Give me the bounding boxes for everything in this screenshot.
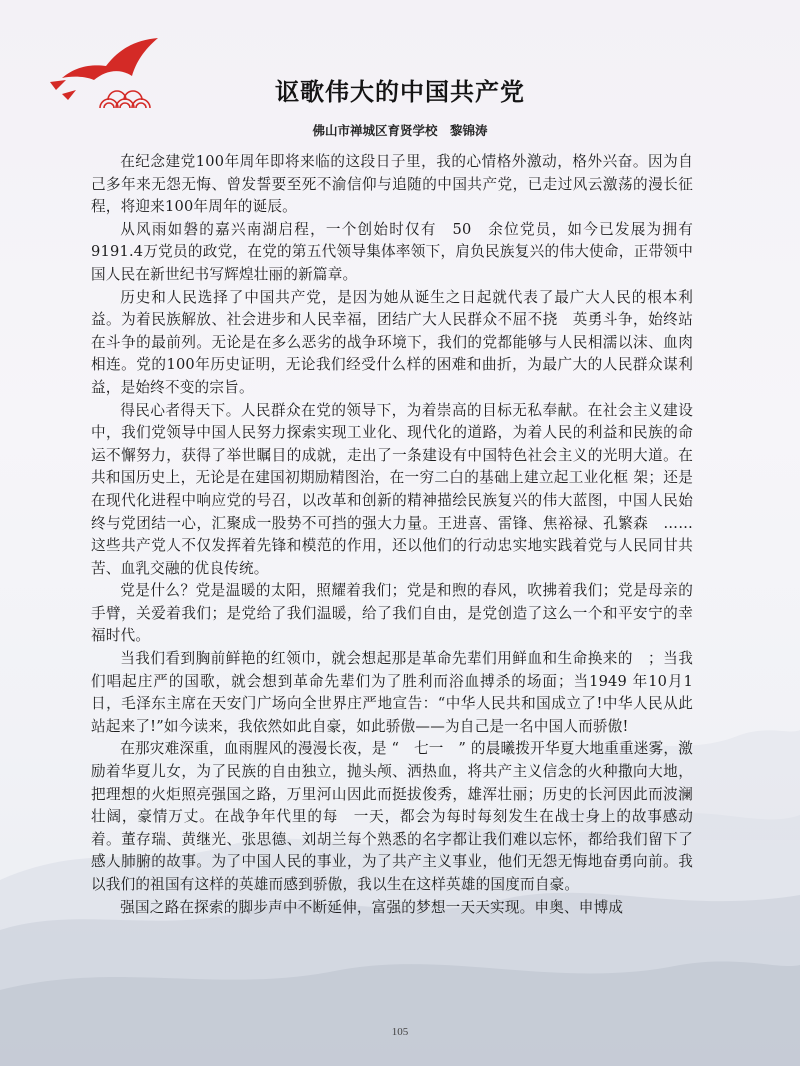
- article-title: 讴歌伟大的中国共产党: [275, 78, 525, 106]
- paragraph-8: 强国之路在探索的脚步声中不断延伸，富强的梦想一天天实现。申奥、申博成: [120, 898, 624, 916]
- paragraph-6: 当我们看到胸前鲜艳的红领巾，就会想起那是革命先辈们用鲜血和生命换来的 ；当我们唱起庄严的国歌，就会想到革命先辈们为了胜利而浴血搏杀的场面；当1949 年10月1日，毛泽东主席在天安门广场向全世界庄严地宣告：“中华人民共和国成立了!中华人民从此站起来了!”如今读来，我依然如此自豪，如此骄傲——为自己是一名中国人而骄傲!: [91, 650, 693, 735]
- page-number: 105: [391, 1026, 409, 1038]
- paragraph-4: 得民心者得天下。人民群众在党的领导下，为着崇高的目标无私奉献。在社会主义建设中，我们党领导中国人民努力探索实现工业化、现代化的道路，为着人民的利益和民族的命运不懈努力，获得了举世瞩目的成就，走出了一条建设有中国特色社会主义的光明大道。在共和国历史上，无论是在建国初期励精图治，在一穷二白的基础上建立起工业化框 架；还是在现代化进程中响应党的号召，以改革和创新的精神描绘民族复兴的伟大蓝图，中国人民始终与党团结一心，汇聚成一股势不可挡的强大力量。王进喜、雷锋、焦裕禄、孔繁森 …… 这些共产党人不仅发挥着先锋和模范的作用，还以他们的行动忠实地实践着党与人民同甘共苦、血乳交融的优良传统。: [91, 401, 708, 577]
- paragraph-2: 从风雨如磐的嘉兴南湖启程，一个创始时仅有 50 余位党员，如今已发展为拥有9191.4万党员的政党，在党的第五代领导集体率领下，肩负民族复兴的伟大使命，正带领中国人民在新世纪书写辉煌壮丽的新篇章。: [91, 220, 693, 283]
- article-byline: 佛山市禅城区育贤学校 黎锦涛: [312, 123, 488, 138]
- paragraph-7: 在那灾难深重，血雨腥风的漫漫长夜，是 “ 七一 ” 的晨曦拨开华夏大地重重迷雾，激励着华夏儿女，为了民族的自由独立，抛头颅、洒热血，将共产主义信念的火种撒向大地，把理想的火炬照亮强国之路，万里河山因此而挺拔俊秀，雄浑壮丽；历史的长河因此而波澜壮阔，豪情万丈。在战争年代里的每 一天，都会为每时每刻发生在战士身上的故事感动着。董存瑞、黄继光、张思德、刘胡兰每个熟悉的名字都让我们难以忘怀，都给我们留下了感人肺腑的故事。为了中国人民的事业，为了共产主义事业，他们无怨无悔地奋勇向前。我以我们的祖国有这样的英雄而感到骄傲，我以生在这样英雄的国度而自豪。: [91, 740, 693, 893]
- paragraph-3: 历史和人民选择了中国共产党，是因为她从诞生之日起就代表了最广大人民的根本利益。为着民族解放、社会进步和人民幸福，团结广大人民群众不屈不挠 英勇斗争，始终站在斗争的最前列。无论是在多么恶劣的战争环境下，我们的党都能够与人民相濡以沫、血肉相连。党的100年历史证明，无论我们经受什么样的困难和曲折，为最广大的人民群众谋利益，是始终不变的宗旨。: [91, 288, 693, 396]
- article-body: [91, 151, 708, 919]
- paragraph-5: 党是什么？党是温暖的太阳，照耀着我们；党是和煦的春风，吹拂着我们；党是母亲的手臂，关爱着我们；是党给了我们温暖，给了我们自由，是党创造了这么一个和平安宁的幸福时代。: [91, 582, 693, 645]
- paragraph-1: 在纪念建党100年周年即将来临的这段日子里，我的心情格外激动，格外兴奋。因为自己多年来无怨无悔、曾发誓要至死不渝信仰与追随的中国共产党，已走过风云激荡的漫长征程，将迎来100年周年的诞辰。: [91, 153, 693, 216]
